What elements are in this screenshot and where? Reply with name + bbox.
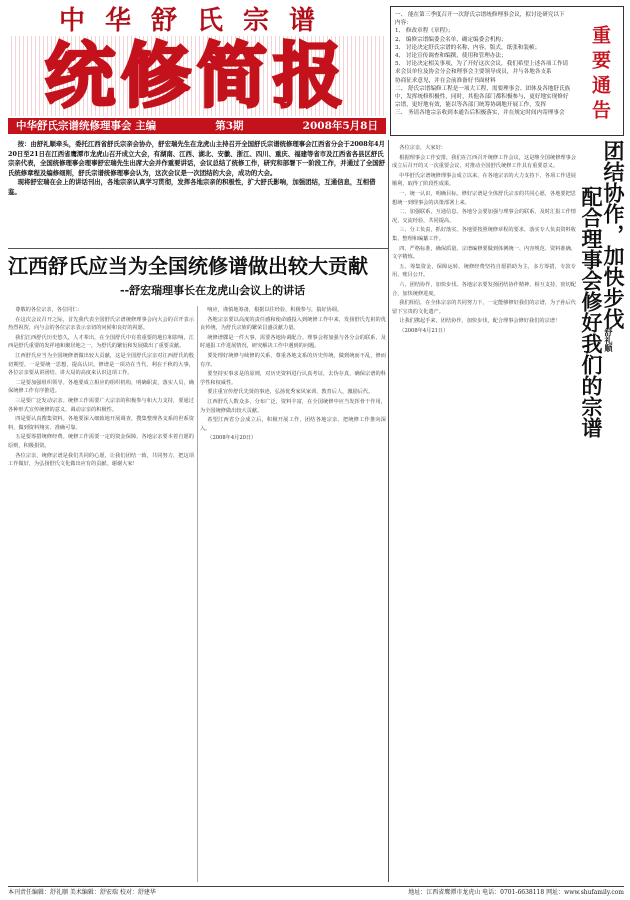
publisher: 中华舒氏宗谱统修理事会 主编 bbox=[16, 120, 157, 132]
article-paragraph: 要坚持实事求是的原则，对历史资料进行认真考证，去伪存真，确保宗谱的科学性和权威性。 bbox=[200, 371, 386, 386]
vertical-headline-line2: 配合理事会修好我们的宗谱 bbox=[579, 186, 603, 438]
article-paragraph: 尊敬的各位宗亲，各位同仁： bbox=[15, 307, 83, 313]
sub-headline: --舒宏瑞理事长在龙虎山会议上的讲话 bbox=[120, 284, 306, 297]
notice-item: 求会员单位及协会分会和理事会主要领导成员，并与各地各支系 bbox=[395, 69, 552, 76]
notice-item: 一、 能在第三季度召开一次舒氏宗谱统修理事会议，拟讨论研究以下 bbox=[395, 12, 565, 18]
article-column-2 bbox=[200, 306, 386, 882]
footer-editors: 本刊责任编辑：舒礼顺 美术编辑：舒宏瑞 校对：舒建华 bbox=[8, 889, 156, 896]
article-paragraph: 我们江西舒氏历史悠久，人才辈出，在全国舒氏中有着重要的地位和影响，江西是舒氏重要的发祥地和聚居地之一，为舒氏的繁衍和发展做出了重要贡献。 bbox=[8, 334, 194, 350]
article-paragraph: （2008年4月20日） bbox=[207, 435, 257, 442]
notice-item: 协商征求意见，并在会前准备好书面材料 bbox=[395, 77, 496, 84]
intro-paragraph: 按：由舒礼顺牵头，委托江西省舒氏宗亲会协办，舒宏瑞先生在龙虎山主持召开全国舒氏宗谱统修理事会江西省分会于2008年4月20日至21日在江西省鹰潭市龙虎山召开成立大会，有湖南、江西、湖北、安徽、浙江、四川、重庆、福建等省市及江西省各县区舒氏宗亲代表，全国统修理事会理事舒宏瑞先生出席大会并作重要讲话，会议总结了统修工作，研究和部署下一阶段工作，并通过了全国舒氏统修章程及编修细则，舒氏宗谱统修理事会认为，这次会议是一次团结的大会，成功的大会。 bbox=[8, 140, 386, 177]
intro-paragraph-2: 现将舒宏瑞在会上的讲话刊出，各地宗亲认真学习贯彻，发挥各地宗亲的积极性，扩大舒氏影响，加强团结，互通信息，互相借鉴。 bbox=[8, 178, 376, 196]
article-paragraph: 中华舒氏宗谱统修理事会成立以来，在各地宗亲的大力支持下，各项工作进展顺利，取得了阶段性成果。 bbox=[392, 172, 576, 188]
article-paragraph: 四是要认真搜集资料。各地要深入细致地开展调查，搜集整理各支系的世系资料，做到资料翔实、准确可靠。 bbox=[8, 416, 194, 431]
notice-title: 重要通告 bbox=[589, 25, 611, 125]
notice-item: 内容： bbox=[395, 20, 412, 27]
article-paragraph: 一、统一认识，明确目标。修好宗谱是全体舒氏宗亲的共同心愿，各地要把思想统一到理事会的决策部署上来。 bbox=[392, 190, 576, 206]
article-paragraph: 我们相信，在全体宗亲的共同努力下，一定能够修好我们的宗谱，为子孙后代留下宝贵的文化遗产。 bbox=[392, 300, 576, 315]
article-paragraph: 各位宗亲，统修宗谱是我们共同的心愿，让我们团结一致，共同努力，把这项工作做好，为弘扬舒氏文化做出应有的贡献。谢谢大家！ bbox=[8, 452, 194, 468]
notice-item: 宗谱，更好地有效，能以等各部门统筹协调地开展工作，发挥 bbox=[395, 102, 547, 109]
notice-item: 5、 讨论决定相关事项，为了开好这次会议，我们希望上述各项工作请 bbox=[395, 61, 569, 68]
article-paragraph: 二、加强联系，互通信息。各地分会要加强与理事会的联系，及时汇报工作情况，交流经验，共同提高。 bbox=[392, 209, 576, 224]
footer-address: 地址：江西省鹰潭市龙虎山 电话：0701-6638118 网址：www.shufamily.com bbox=[408, 889, 624, 896]
article-paragraph: 统修谱牒是一件大事，需要各地协调配合。理事会将加强与各分会的联系，及时通报工作进展情况，研究解决工作中遇到的问题。 bbox=[200, 334, 386, 350]
article-paragraph: 江西舒氏应当为全国统修谱做出较大贡献，这是全国舒氏宗亲对江西舒氏的殷切期望。一是要统一思想，提高认识。修谱是一项功在当代、利在千秋的大事，各位宗亲要从讲团结、讲大局的高度来认识这项工作。 bbox=[8, 352, 194, 377]
masthead bbox=[8, 6, 386, 136]
article-paragraph: 希望江西省分会成立后，积极开展工作，团结各地宗亲，把统修工作推向深入。 bbox=[200, 417, 386, 432]
main-headline: 江西舒氏应当为全国统修谱做出较大贡献 bbox=[8, 254, 368, 278]
article-paragraph: 五、筹集资金，保障运转。统修经费坚持自愿捐助为主，多方筹措，专款专用，账目公开。 bbox=[392, 263, 576, 279]
column-divider-inner bbox=[197, 306, 198, 882]
notice-item: 二、 舒氏宗谱编修工程是一项大工程，需要理事会、团体及各地舒氏族 bbox=[395, 85, 571, 92]
notice-box bbox=[390, 6, 624, 136]
notice-title-box bbox=[579, 11, 621, 133]
article-paragraph: 根据理事会工作安排，我们在江西召开统修工作会议，这是继全国统修理事会成立后召开的又一次重要会议，对推动全国舒氏统修工作具有重要意义。 bbox=[392, 154, 576, 170]
article-column-1 bbox=[8, 306, 194, 882]
article-paragraph: 各地宗亲要以高度的责任感和使命感投入到统修工作中来，发扬舒氏先祖的优良传统，为舒氏宗族的繁荣昌盛贡献力量。 bbox=[200, 316, 386, 332]
article-paragraph: 在这次会议召开之际，首先我代表全国舒氏宗谱统修理事会向大会的召开表示热烈祝贺，向与会的各位宗亲表示亲切的问候和良好的祝愿。 bbox=[8, 316, 194, 332]
article-paragraph: 要处理好统修与续修的关系，尊重各地支系的历史传统，做到统而不乱，修而有序。 bbox=[200, 352, 386, 368]
article-paragraph: 三、分工负责，抓好落实。各地要按照统修章程的要求，落实专人负责资料收集、整理和编纂工作。 bbox=[392, 227, 576, 242]
org-name: 中华舒氏宗谱 bbox=[58, 6, 335, 36]
article-paragraph: 各位宗亲，大家好： bbox=[399, 145, 446, 151]
article-paragraph: 五是要筹措统修经费。统修工作需要一定的资金保障，各地宗亲要本着自愿的原则，积极捐资。 bbox=[8, 434, 194, 449]
vertical-headline-author: 舒礼顺 bbox=[604, 328, 614, 352]
article-paragraph: 让我们携起手来，团结协作，加快步伐，配合理事会修好我们的宗谱！ bbox=[399, 318, 561, 325]
article-paragraph: 三是要广泛发动宗亲。统修工作需要广大宗亲的积极参与和大力支持，要通过各种形式宣传统修的意义，调动宗亲的积极性。 bbox=[8, 397, 194, 413]
paper-title: 统修简报 bbox=[8, 36, 386, 116]
notice-item: 中，发挥统修积极性，同时，其他各部门都积极参与，更好地实现修好 bbox=[395, 94, 569, 101]
vertical-headline-line1: 团结协作，加快步伐 bbox=[601, 140, 625, 329]
article-paragraph: 江西舒氏人数众多，分布广泛，资料丰富，在全国统修中应当发挥骨干作用，为全国统修做出较大贡献。 bbox=[200, 398, 386, 414]
issue-date: 2008年5月8日 bbox=[302, 120, 378, 132]
vertical-headline bbox=[580, 140, 624, 500]
notice-item: 1、 修改章程《章程》； bbox=[395, 28, 454, 35]
notice-item: 2、 编修宗谱编委会名单，确定编委会机构； bbox=[395, 36, 507, 43]
notice-item: 4、 讨论宣传调查和编撰，使用和管理办法； bbox=[395, 53, 507, 60]
footer bbox=[8, 886, 624, 898]
notice-items bbox=[395, 11, 575, 118]
article-paragraph: 四、严格标准，确保质量。宗谱编修要做到体例统一、内容规范、资料准确、文字精炼。 bbox=[392, 245, 576, 261]
article-paragraph: 要注重宣传舒氏先贤的事迹，弘扬优秀家风家训，教育后人，激励后代。 bbox=[207, 389, 374, 396]
article-column-3 bbox=[392, 144, 576, 882]
article-paragraph: （2008年4月21日） bbox=[399, 327, 449, 334]
column-divider bbox=[388, 140, 389, 882]
article-paragraph: 响应，谨慎地筹备，根据以往经验，积极参与，搞好协调。 bbox=[207, 307, 343, 313]
notice-item: 3、 讨论决定舒氏宗谱的名称，内容，版式，纸张和装帧； bbox=[395, 44, 541, 51]
section-divider bbox=[8, 248, 388, 249]
article-paragraph: 二是要加强组织领导。各地要成立相应的组织机构，明确职责，落实人员，确保统修工作有序推进。 bbox=[8, 379, 194, 395]
issue-number: 第3期 bbox=[215, 120, 244, 132]
notice-item: 三、 务请各地宗亲收到本通告后积极落实，并在规定时间内寄理事会 bbox=[395, 110, 565, 117]
issue-info-bar bbox=[8, 118, 386, 134]
intro-note bbox=[8, 140, 388, 220]
article-paragraph: 六、团结协作，加快步伐。各地宗亲要发扬团结协作精神，相互支持，密切配合，加快统修进度。 bbox=[392, 281, 576, 297]
